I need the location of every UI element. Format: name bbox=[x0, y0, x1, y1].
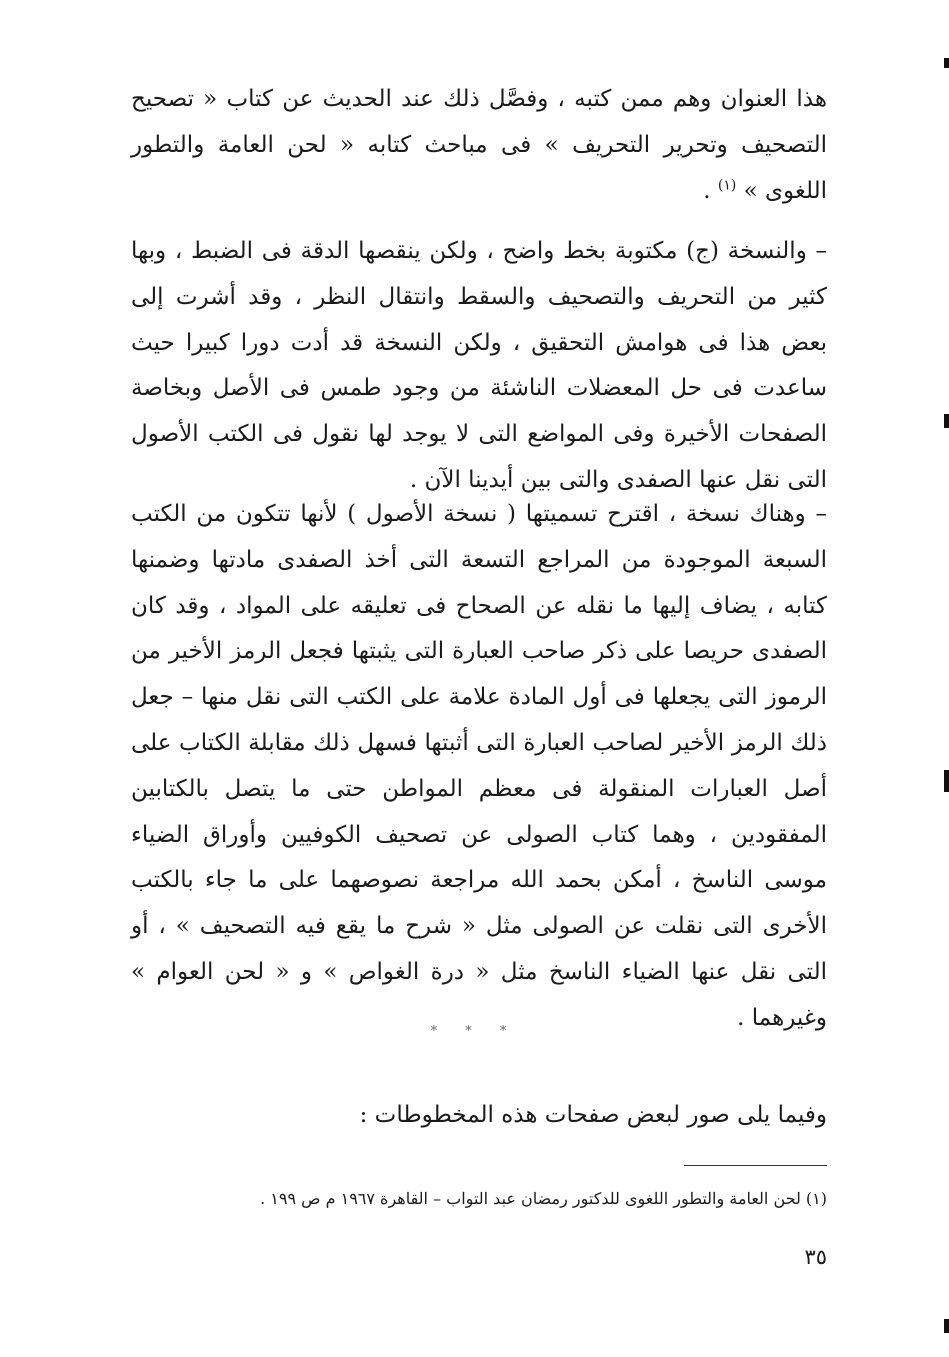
page-number: ٣٥ bbox=[804, 1245, 827, 1269]
scan-edge-mark bbox=[944, 1319, 949, 1333]
footnote: (١) لحن العامة والتطور اللغوى للدكتور رمضان عبد التواب – القاهرة ١٩٦٧ م ص ١٩٩ . bbox=[260, 1189, 827, 1208]
section-separator: * * * bbox=[430, 1024, 519, 1039]
paragraph-3: – وهناك نسخة ، اقترح تسميتها ( نسخة الأصول ) لأنها تتكون من الكتب السبعة الموجودة من المراجع التسعة التى أخذ الصفدى مادتها وضمنها كتابه ، يضاف إليها ما نقله عن الصحاح فى تعليقه على المواد ، وقد كان الصفدى حريصا على ذكر صاحب العبارة التى يثبتها فجعل الرمز الأخير من الرموز التى يجعلها فى أول المادة علامة على الكتب التى نقل منها – جعل ذلك الرمز الأخير لصاحب العبارة التى أثبتها فسهل ذلك مقابلة الكتاب على أصل العبارات المنقولة فى معظم المواطن حتى ما يتصل بالكتابين المفقودين ، وهما كتاب الصولى عن تصحيف الكوفيين وأوراق الضياء موسى الناسخ ، أمكن بحمد الله مراجعة نصوصهما على ما جاء بالكتب الأخرى التى نقلت عن الصولى مثل « شرح ما يقع فيه التصحيف » ، أو التى نقل عنها الضياء الناسخ مثل « درة الغواص » و « لحن العوام » وغيرهما . bbox=[131, 501, 827, 1031]
footnote-divider bbox=[684, 1165, 827, 1166]
footnote-reference[interactable]: (١) bbox=[717, 176, 737, 193]
paragraph-1 bbox=[131, 77, 827, 214]
scan-edge-mark bbox=[944, 58, 949, 68]
paragraph-4: وفيما يلى صور لبعض صفحات هذه المخطوطات : bbox=[359, 1102, 827, 1128]
scan-edge-mark bbox=[944, 770, 949, 792]
scan-edge-mark bbox=[944, 414, 949, 428]
paragraph-2: – والنسخة (ج) مكتوبة بخط واضح ، ولكن ينقصها الدقة فى الضبط ، وبها كثير من التحريف والتصحيف والسقط وانتقال النظر ، وقد أشرت إلى بعض هذا فى هوامش التحقيق ، ولكن النسخة قد أدت دورا كبيرا حيث ساعدت فى حل المعضلات الناشئة من وجود طمس فى الأصل وبخاصة الصفحات الأخيرة وفى المواضع التى لا يوجد لها نقول فى الكتب الأصول التى نقل عنها الصفدى والتى بين أيدينا الآن . bbox=[131, 238, 827, 493]
paragraph-1-tail: . bbox=[703, 177, 718, 204]
paragraph-1-text: هذا العنوان وهم ممن كتبه ، وفصَّل ذلك عند الحديث عن كتاب « تصحيح التصحيف وتحرير التحريف » فى مباحث كتابه « لحن العامة والتطور اللغوى » bbox=[131, 86, 827, 204]
